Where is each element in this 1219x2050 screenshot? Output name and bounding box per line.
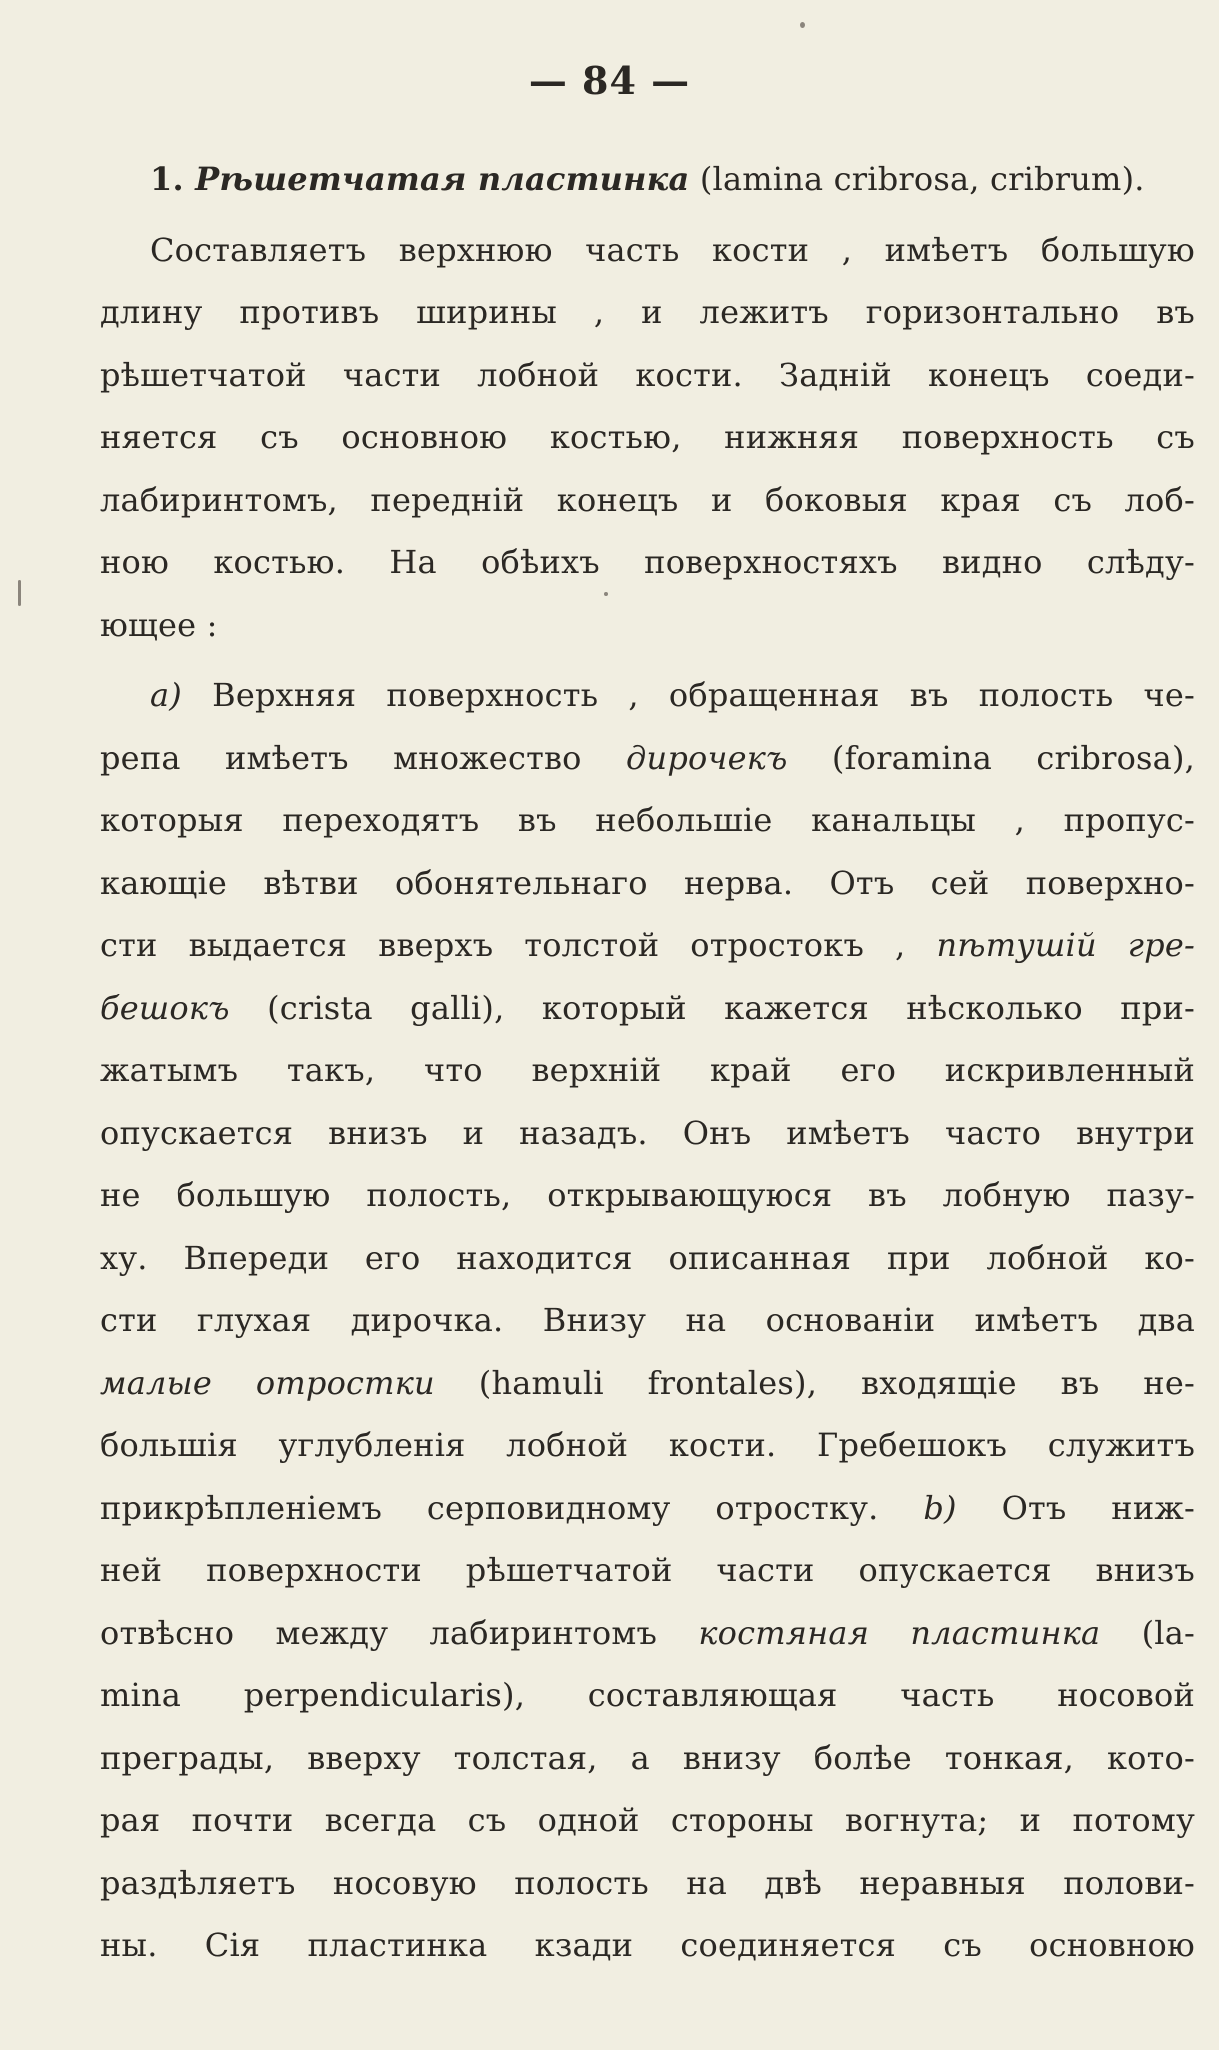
paper-speck xyxy=(18,580,21,606)
text-run: пѣтушій гре- xyxy=(936,926,1195,964)
text-run: которыя переходятъ въ небольшіе канальцы , пропус- xyxy=(100,801,1195,839)
text-run: репа имѣетъ множество xyxy=(100,738,627,777)
text-line xyxy=(100,1914,1195,1977)
text-run: b) xyxy=(923,1488,957,1527)
text-run: сти выдается вверхъ толстой отростокъ , xyxy=(100,926,937,964)
text-run: (la- xyxy=(1100,1613,1196,1652)
text-run: няется съ основною костью, нижняя поверхность съ xyxy=(100,418,1195,456)
text-line xyxy=(100,914,1195,977)
text-run: ною костью. На обѣихъ поверхностяхъ видно слѣду- xyxy=(100,543,1195,581)
text-run: Рѣшетчатая пластинка xyxy=(195,160,690,198)
text-run: Отъ ниж- xyxy=(956,1488,1195,1527)
text-run: ющее : xyxy=(100,605,218,644)
text-line xyxy=(100,219,1195,282)
text-run: лабиринтомъ, передній конецъ и боковыя края съ лоб- xyxy=(100,480,1195,519)
text-line xyxy=(100,1039,1195,1102)
text-line xyxy=(100,148,1195,211)
text-run: преграды, вверху толстая, а внизу болѣе тонкая, кото- xyxy=(100,1738,1195,1777)
text-line xyxy=(100,1727,1195,1790)
body-text xyxy=(100,148,1195,1977)
text-run: прикрѣпленіемъ серповидному отростку. xyxy=(100,1488,924,1527)
text-run: mina perpendicularis), составляющая часть носовой xyxy=(100,1676,1195,1714)
page-number: — 84 — xyxy=(528,58,691,103)
text-run: ней поверхности рѣшетчатой части опускается внизъ xyxy=(100,1551,1195,1589)
text-line xyxy=(100,1102,1195,1165)
text-line xyxy=(100,469,1195,532)
text-run: a) xyxy=(150,676,182,714)
text-line xyxy=(100,1289,1195,1352)
text-run: кающіе вѣтви обонятельнаго нерва. Отъ сей поверхно- xyxy=(100,863,1195,902)
text-run: длину противъ ширины , и лежитъ горизонтально въ xyxy=(100,293,1195,331)
text-run: Составляетъ верхнюю часть кости , имѣетъ большую xyxy=(150,230,1195,269)
text-run: ны. Сія пластинка кзади соединяется съ основною xyxy=(100,1926,1195,1964)
text-run: ху. Впереди его находится описанная при лобной ко- xyxy=(100,1238,1195,1277)
text-run: рѣшетчатой части лобной кости. Задній конецъ соеди- xyxy=(100,355,1195,394)
text-line xyxy=(100,727,1195,790)
text-line xyxy=(100,1539,1195,1602)
text-run: (lamina cribrosa, cribrum). xyxy=(689,160,1145,198)
text-run: дирочекъ xyxy=(626,738,788,777)
text-line xyxy=(100,1789,1195,1852)
text-run: (crista galli), который кажется нѣсколько при- xyxy=(229,988,1195,1027)
text-run: сти глухая дирочка. Внизу на основаніи имѣетъ два xyxy=(100,1301,1195,1339)
text-line xyxy=(100,531,1195,594)
text-line xyxy=(100,594,1195,657)
text-run: (hamuli frontales), входящіе въ не- xyxy=(434,1363,1195,1402)
text-line xyxy=(100,1602,1195,1665)
text-line xyxy=(100,977,1195,1040)
text-line xyxy=(100,852,1195,915)
text-line xyxy=(100,1414,1195,1477)
text-line xyxy=(100,1664,1195,1727)
text-run: жатымъ такъ, что верхній край его искривленный xyxy=(100,1051,1195,1089)
text-run: Верхняя поверхность , обращенная въ полость че- xyxy=(181,676,1195,714)
text-run: не большую полость, открывающуюся въ лобную пазу- xyxy=(100,1176,1195,1214)
paper-speck xyxy=(800,22,805,28)
text-run: бешокъ xyxy=(100,988,230,1027)
text-line xyxy=(100,1164,1195,1227)
text-run: отвѣсно между лабиринтомъ xyxy=(100,1613,699,1652)
text-run: опускается внизъ и назадъ. Онъ имѣетъ часто внутри xyxy=(100,1113,1195,1152)
text-line xyxy=(100,1352,1195,1415)
text-run: рая почти всегда съ одной стороны вогнута; и потому xyxy=(100,1801,1195,1839)
text-line xyxy=(100,406,1195,469)
text-run: раздѣляетъ носовую полость на двѣ неравныя полови- xyxy=(100,1863,1195,1902)
text-run: большія углубленія лобной кости. Гребешокъ служитъ xyxy=(100,1426,1195,1464)
text-line xyxy=(100,344,1195,407)
text-run: (foramina cribrosa), xyxy=(787,738,1195,777)
text-line xyxy=(100,1852,1195,1915)
text-line xyxy=(100,1227,1195,1290)
text-line xyxy=(100,281,1195,344)
text-line xyxy=(100,664,1195,727)
text-run: 1. xyxy=(150,160,196,198)
text-line xyxy=(100,1477,1195,1540)
text-run: костяная пластинка xyxy=(698,1613,1101,1652)
text-run: малые отростки xyxy=(100,1363,435,1402)
text-line xyxy=(100,789,1195,852)
